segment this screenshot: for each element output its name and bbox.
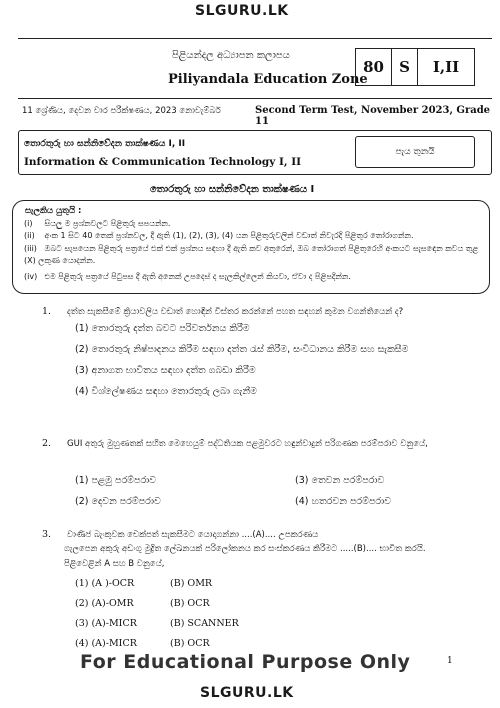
question-2 (42, 437, 482, 451)
paper-code-letter: S (392, 49, 418, 85)
question-1-option-2[interactable]: (2) තොරතුරු නිෂ්පාදනය කිරීම සඳහා දත්ත රැස් කිරීම, සංවිධානය කිරීම සහ සැකසීම (75, 344, 409, 355)
question-3-option-2-b[interactable]: (B) OCR (170, 598, 210, 609)
question-3 (42, 528, 487, 542)
question-3-option-2-a[interactable]: (2) (A)-OMR (75, 598, 134, 609)
header-mid-rule (18, 98, 492, 99)
question-2-option-2[interactable]: (2) දෙවන පරම්පරාව (75, 496, 161, 507)
instruction-text: අංක 1 සිට 40 තෙක් ප්‍රශ්නවල, දී ඇති (1), (2), (3), (4) යන පිළිතුරුවලින් වඩාත් නිවැරදි පිළිතුර තෝරාගන්න. (44, 231, 414, 240)
page-number: 1 (447, 656, 453, 666)
question-3-text-line-2: ගැලපෙන අකුරු අඩංගු මුද්‍රිත ලේඛනයක් පරිලෝකනය කර සංස්කරණය කිරීමට .....(B).... භාවිත කරයි. (64, 544, 426, 554)
question-3-option-1-a[interactable]: (1) (A )-OCR (75, 578, 135, 589)
instruction-text: සියලු ම ප්‍රශ්නවලට පිළිතුරු සපයන්න. (44, 219, 171, 228)
term-sinhala: 11 ශ්‍රේණිය, දෙවන වාර පරීක්ෂණය, 2023 නොවැම්බර් (22, 106, 221, 116)
question-number: 1. (42, 306, 52, 317)
watermark-bottom: SLGURU.LK (200, 685, 294, 701)
watermark-top: SLGURU.LK (195, 3, 289, 19)
instruction-item (24, 231, 484, 241)
question-1-option-3[interactable]: (3) අනාගත භාවිතය සඳහා දත්ත ගබඩා කිරීම (75, 365, 256, 376)
subject-english: Information & Communication Technology I, II (24, 156, 302, 168)
instruction-text: එම පිළිතුරු පත්‍රයේ පිටුපස දී ඇති අනෙක් උපදෙස් ද සැලකිල්ලෙන් කියවා, ඒවා ද පිළිපදින්න. (44, 272, 351, 281)
question-3-option-3-a[interactable]: (3) (A)-MICR (75, 618, 137, 629)
instructions-heading: සැලකිය යුතුයි : (25, 206, 82, 216)
question-text-line-1: වාණිජ බැංකුවක චෙක්පත් සැකසීමට යොදාගන්නා ....(A).... උපකරණය (67, 530, 319, 540)
question-3-option-4-a[interactable]: (4) (A)-MICR (75, 638, 137, 649)
paper-code-roman: I,II (432, 58, 460, 76)
question-3-option-1-b[interactable]: (B) OMR (170, 578, 213, 589)
question-number: 2. (42, 438, 52, 449)
instruction-item (24, 272, 484, 282)
paper-title: තොරතුරු හා සන්නිවේදන තාක්ෂණය I (150, 184, 315, 195)
instruction-item (24, 219, 484, 229)
instruction-number: (iii) (24, 244, 37, 253)
instruction-number: (ii) (24, 231, 35, 240)
time-label: පැය තුනයි (395, 147, 435, 157)
educational-purpose-banner: For Educational Purpose Only (80, 651, 411, 673)
question-text: GUI අතුරු මුහුණතක් සහිත මෙහෙයුම් පද්ධතියක පළමුවරට හඳුන්වාදුන් පරිගණක පරම්පරාව වනුයේ, (67, 439, 428, 449)
question-1-option-4[interactable]: (4) විශ්ලේෂණය සඳහා තොරතුරු ලබා ගැනීම (75, 386, 257, 397)
term-english: Second Term Test, November 2023, Grade 11 (255, 105, 491, 127)
question-3-text-line-3: පිළිවෙළින් A සහ B වනුයේ, (64, 559, 165, 569)
zone-name-english: Piliyandala Education Zone (168, 72, 368, 87)
question-1 (42, 305, 482, 319)
time-box (355, 136, 475, 168)
question-2-option-3[interactable]: (3) තෙවන පරම්පරාව (295, 475, 385, 486)
subject-sinhala: තොරතුරු හා සන්නිවේදන තාක්ෂණය I, II (24, 139, 186, 149)
question-2-option-1[interactable]: (1) පළමු පරම්පරාව (75, 475, 157, 486)
question-1-option-1[interactable]: (1) තොරතුරු දත්ත බවට පරිවර්තනය කිරීම (75, 323, 250, 334)
paper-code-number: 80 (356, 49, 392, 85)
instruction-number: (i) (24, 219, 33, 228)
question-2-option-4[interactable]: (4) හතරවන පරම්පරාව (295, 496, 392, 507)
question-3-option-3-b[interactable]: (B) SCANNER (170, 618, 239, 629)
question-3-option-4-b[interactable]: (B) OCR (170, 638, 210, 649)
zone-name-sinhala: පිළියන්දල අධ්‍යාපන කලාපය (172, 50, 290, 61)
question-text: දත්ත සැකසීමේ ක්‍රියාවලිය වඩාත් හොඳින් විස්තර කරන්නේ පහත සඳහන් කුමන වගන්තියෙන් ද? (67, 307, 404, 317)
paper-code-box (355, 48, 475, 86)
instruction-number: (iv) (24, 272, 38, 281)
instruction-text: ඔබට සැපයෙන පිළිතුරු පත්‍රයේ එක් එක් ප්‍රශ්නය සඳහා දී ඇති කව අතුරෙන්, ඔබ තෝරාගත් පිළිතුරෙහි අංකයට සැසඳෙන කවය තුළ (X) ලකුණ යොදන්න. (24, 244, 479, 265)
question-number: 3. (42, 529, 52, 540)
header-top-rule (18, 38, 492, 39)
instruction-item (24, 243, 486, 267)
